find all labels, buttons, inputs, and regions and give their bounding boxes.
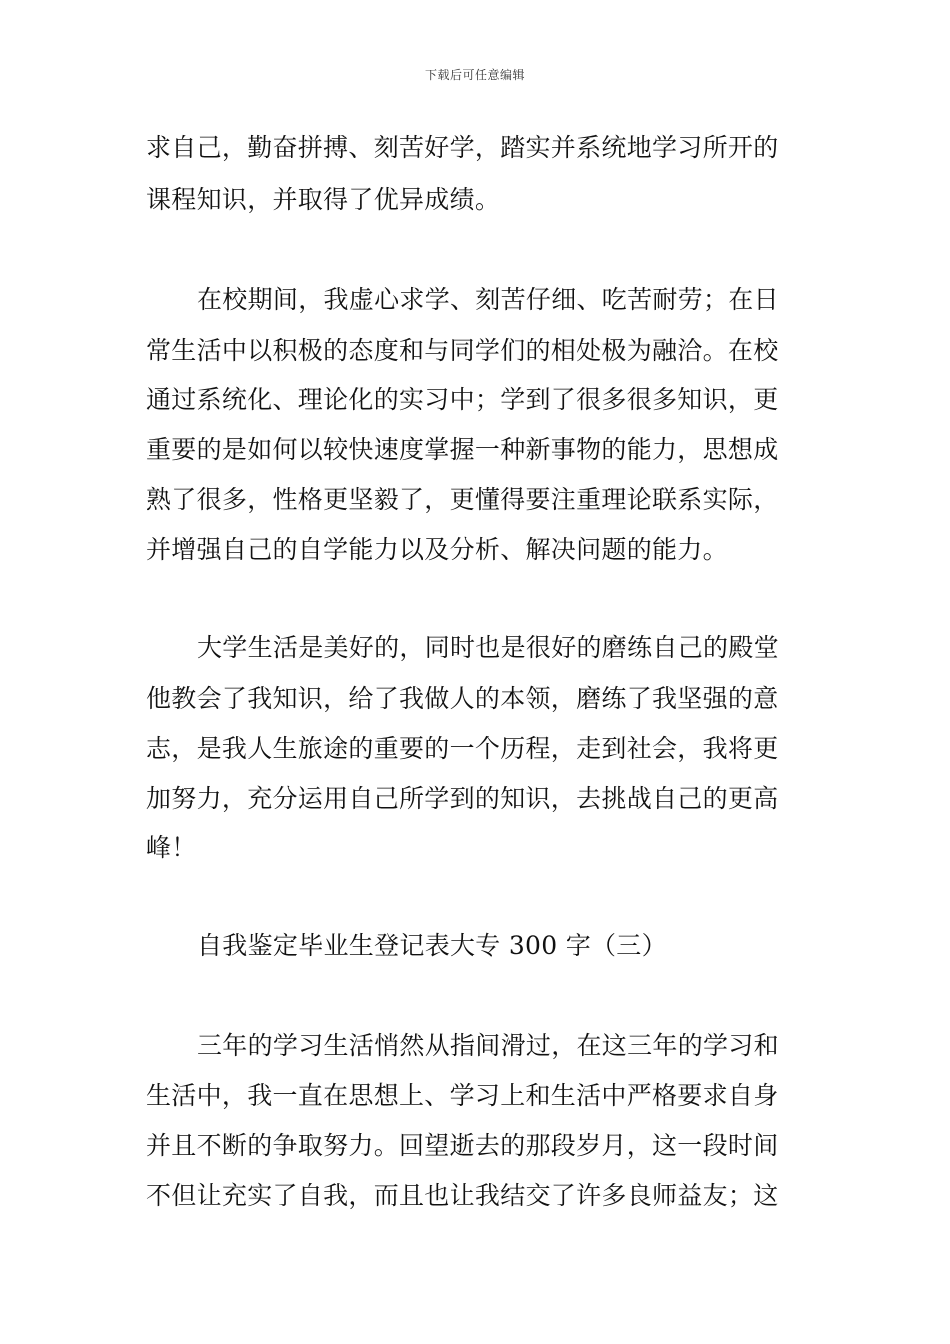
- text-line: 通过系统化、理论化的实习中；学到了很多很多知识，更: [146, 385, 779, 414]
- text-line: 重要的是如何以较快速度掌握一种新事物的能力，思想成: [146, 435, 779, 464]
- section-heading: 自我鉴定毕业生登记表大专 300 字（三）: [197, 931, 667, 960]
- paragraph-first-line: 在校期间，我虚心求学、刻苦仔细、吃苦耐劳；在日: [197, 285, 779, 314]
- text-line: 不但让充实了自我，而且也让我结交了许多良师益友；这: [146, 1181, 779, 1210]
- text-line: 并增强自己的自学能力以及分析、解决问题的能力。: [146, 535, 728, 564]
- text-line: 熟了很多，性格更坚毅了，更懂得要注重理论联系实际，: [146, 485, 779, 514]
- text-line: 加努力，充分运用自己所学到的知识，去挑战自己的更高: [146, 784, 779, 813]
- text-line: 并且不断的争取努力。回望逝去的那段岁月，这一段时间: [146, 1131, 779, 1160]
- text-line: 志，是我人生旅途的重要的一个历程，走到社会，我将更: [146, 734, 779, 763]
- text-line: 生活中，我一直在思想上、学习上和生活中严格要求自身: [146, 1081, 779, 1110]
- paragraph-first-line: 三年的学习生活悄然从指间滑过，在这三年的学习和: [197, 1031, 779, 1060]
- paragraph-first-line: 大学生活是美好的，同时也是很好的磨练自己的殿堂: [197, 633, 779, 662]
- text-line: 他教会了我知识，给了我做人的本领，磨练了我坚强的意: [146, 684, 779, 713]
- text-line: 常生活中以积极的态度和与同学们的相处极为融洽。在校: [146, 336, 779, 365]
- text-line: 峰！: [146, 833, 197, 862]
- text-line: 课程知识，并取得了优异成绩。: [146, 185, 501, 214]
- header-note: 下载后可任意编辑: [424, 68, 525, 82]
- text-line: 求自己，勤奋拼搏、刻苦好学，踏实并系统地学习所开的: [146, 133, 779, 162]
